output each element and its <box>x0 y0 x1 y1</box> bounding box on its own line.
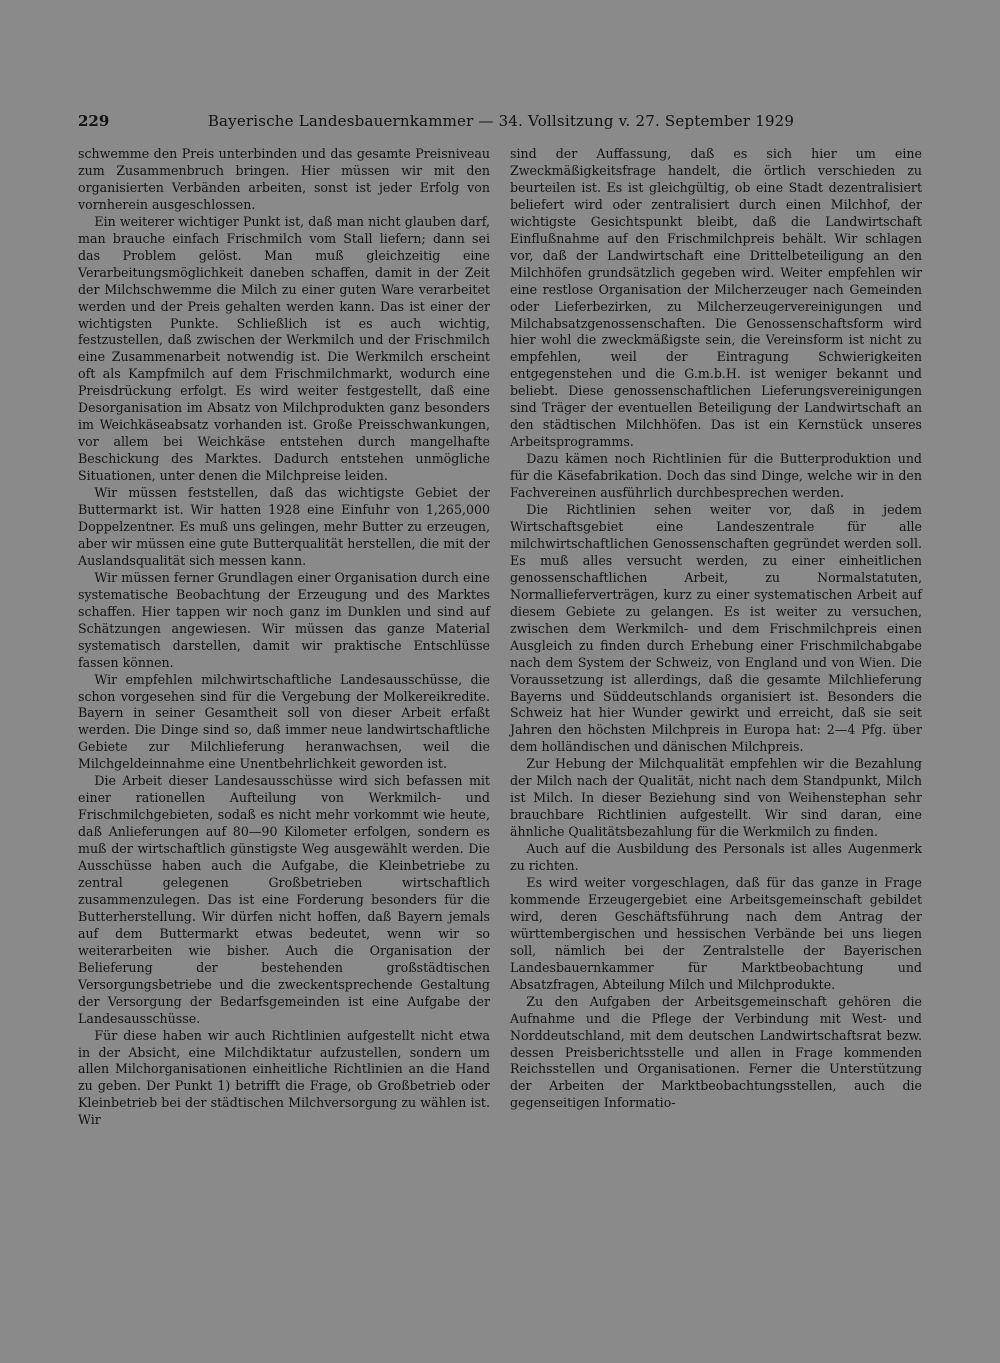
paragraph: Die Arbeit dieser Landesausschüsse wird sich befassen mit einer rationellen Aufteilung von Werkmilch- und Frischmilchgebieten, sodaß es nicht mehr vorkommt wie heute, daß Anlieferungen auf 80—90 Kilometer erfolgen, sondern es muß der wirtschaftlich günstigste Weg ausgewählt werden. Die Ausschüsse haben auch die Aufgabe, die Kleinbetriebe zu zentral gelegenen Großbetrieben wirtschaftlich zusammenzulegen. Das ist eine Forderung besonders für die Butterherstellung. Wir dürfen nicht hoffen, daß Bayern jemals auf dem Buttermarkt etwas bedeutet, wenn wir so weiterarbeiten wie bisher. Auch die Organisation der Belieferung der bestehenden großstädtischen Versorgungsbetriebe und die zweckentsprechende Gestaltung der Versorgung der Bedarfsgemeinden ist eine Aufgabe der Landesausschüsse. <box>78 773 490 1026</box>
paragraph: Für diese haben wir auch Richtlinien aufgestellt nicht etwa in der Absicht, eine Milchdiktatur aufzustellen, sondern um allen Milchorganisationen einheitliche Richtlinien an die Hand zu geben. Der Punkt 1) betrifft die Frage, ob Großbetrieb oder Kleinbetrieb bei der städtischen Milchversorgung zu wählen ist. Wir <box>78 1027 490 1128</box>
paragraph: Zu den Aufgaben der Arbeitsgemeinschaft gehören die Aufnahme und die Pflege der Verbindung mit West- und Norddeutschland, mit dem deutschen Landwirtschaftsrat bezw. dessen Preisberichtsstelle und allen in Frage kommenden Reichsstellen und Organisationen. Ferner die Unterstützung der Arbeiten der Marktbeobachtungsstellen, auch die gegenseitigen Informatio- <box>510 993 922 1111</box>
page-number: 229 <box>78 112 110 130</box>
paragraph: Wir müssen feststellen, daß das wichtigste Gebiet der Buttermarkt ist. Wir hatten 1928 eine Einfuhr von 1,265,000 Doppelzentner. Es muß uns gelingen, mehr Butter zu erzeugen, aber wir müssen eine gute Butterqualität herstellen, die mit der Auslandsqualität sich messen kann. <box>78 485 490 568</box>
paragraph: Es wird weiter vorgeschlagen, daß für das ganze in Frage kommende Erzeugergebiet eine Arbeitsgemeinschaft gebildet wird, deren Geschäftsführung nach dem Antrag der württembergischen und hessischen Verbände bei uns liegen soll, nämlich bei der Zentralstelle der Bayerischen Landesbauernkammer für Marktbeobachtung und Absatzfragen, Abteilung Milch und Milchprodukte. <box>510 874 922 992</box>
paragraph: Ein weiterer wichtiger Punkt ist, daß man nicht glauben darf, man brauche einfach Frischmilch vom Stall liefern; dann sei das Problem gelöst. Man muß gleichzeitig eine Verarbeitungsmöglichkeit daneben schaffen, damit in der Zeit der Milchschwemme die Milch zu einer guten Ware verarbeitet werden und der Preis gehalten werden kann. Das ist einer der wichtigsten Punkte. Schließlich ist es auch wichtig, festzustellen, daß zwischen der Werkmilch und der Frischmilch eine Zusammenarbeit notwendig ist. Die Werkmilch erscheint oft als Kampfmilch auf dem Frischmilchmarkt, wodurch eine Preisdrückung erfolgt. Es wird weiter festgestellt, daß eine Desorganisation im Absatz von Milchprodukten ganz besonders im Weichkäseabsatz vorhanden ist. Große Preisschwankungen, vor allem bei Weichkäse entstehen durch mangelhafte Beschickung des Marktes. Dadurch entstehen unmögliche Situationen, unter denen die Milchpreise leiden. <box>78 213 490 484</box>
left-column <box>78 146 490 1129</box>
paragraph: Die Richtlinien sehen weiter vor, daß in jedem Wirtschaftsgebiet eine Landeszentrale für alle milchwirtschaftlichen Genossenschaften gegründet werden soll. Es muß alles versucht werden, zu einer einheitlichen genossenschaftlichen Arbeit, zu Normalstatuten, Normallieferverträgen, kurz zu einer systematischen Arbeit auf diesem Gebiete zu gelangen. Es ist weiter zu versuchen, zwischen dem Werkmilch- und dem Frischmilchpreis einen Ausgleich zu finden durch Erhebung einer Frischmilchabgabe nach dem System der Schweiz, von England und von Wien. Die Voraussetzung ist allerdings, daß die gesamte Milchlieferung Bayerns und Süddeutschlands organisiert ist. Besonders die Schweiz hat hier Wunder gewirkt und erreicht, daß sie seit Jahren den höchsten Milchpreis in Europa hat: 2—4 Pfg. über dem holländischen und dänischen Milchpreis. <box>510 502 922 755</box>
paragraph: Auch auf die Ausbildung des Personals ist alles Augenmerk zu richten. <box>510 841 922 874</box>
paragraph: Zur Hebung der Milchqualität empfehlen wir die Bezahlung der Milch nach der Qualität, nicht nach dem Standpunkt, Milch ist Milch. In dieser Beziehung sind von Weihenstephan sehr brauchbare Richtlinien aufgestellt. Wir sind daran, eine ähnliche Qualitätsbezahlung für die Werkmilch zu finden. <box>510 756 922 840</box>
running-title: Bayerische Landesbauernkammer — 34. Vollsitzung v. 27. September 1929 <box>207 112 795 130</box>
right-column <box>510 146 922 1112</box>
paragraph: schwemme den Preis unterbinden und das gesamte Preisniveau zum Zusammenbruch bringen. Hier müssen wir mit den organisierten Verbänden arbeiten, sonst ist jeder Erfolg von vornherein ausgeschlossen. <box>78 146 490 212</box>
paragraph: sind der Auffassung, daß es sich hier um eine Zweckmäßigkeitsfrage handelt, die örtlich verschieden zu beurteilen ist. Es ist gleichgültig, ob eine Stadt dezentralisiert beliefert wird oder zentralisiert durch einen Milchhof, der wichtigste Gesichtspunkt bleibt, daß die Landwirtschaft Einflußnahme auf den Frischmilchpreis behält. Wir schlagen vor, daß der Landwirtschaft eine Drittelbeteiligung an den Milchhöfen grundsätzlich gegeben wird. Weiter empfehlen wir eine restlose Organisation der Milcherzeuger nach Gemeinden oder Lieferbezirken, zu Milcherzeugervereinigungen und Milchabsatzgenossenschaften. Die Genossenschaftsform wird hier wohl die zweckmäßigste sein, die Vereinsform ist nicht zu empfehlen, weil der Eintragung Schwierigkeiten entgegenstehen und die G.m.b.H. ist weniger bekannt und beliebt. Diese genossenschaftlichen Lieferungsvereinigungen sind Träger der eventuellen Beteiligung der Landwirtschaft an den städtischen Milchhöfen. Das ist ein Kernstück unseres Arbeitsprogramms. <box>510 146 922 450</box>
paragraph: Wir empfehlen milchwirtschaftliche Landesausschüsse, die schon vorgesehen sind für die Vergebung der Molkereikredite. Bayern in seiner Gesamtheit soll von dieser Arbeit erfaßt werden. Die Dinge sind so, daß immer neue landwirtschaftliche Gebiete zur Milchlieferung heranwachsen, weil die Milchgeldeinnahme eine Unentbehrlichkeit geworden ist. <box>78 671 490 772</box>
page-header <box>78 112 924 130</box>
paragraph: Wir müssen ferner Grundlagen einer Organisation durch eine systematische Beobachtung der Erzeugung und des Marktes schaffen. Hier tappen wir noch ganz im Dunklen und sind auf Schätzungen angewiesen. Wir müssen das ganze Material systematisch darstellen, damit wir praktische Entschlüsse fassen können. <box>78 569 490 670</box>
paragraph: Dazu kämen noch Richtlinien für die Butterproduktion und für die Käsefabrikation. Doch das sind Dinge, welche wir in den Fachvereinen ausführlich durchbesprechen werden. <box>510 451 922 501</box>
